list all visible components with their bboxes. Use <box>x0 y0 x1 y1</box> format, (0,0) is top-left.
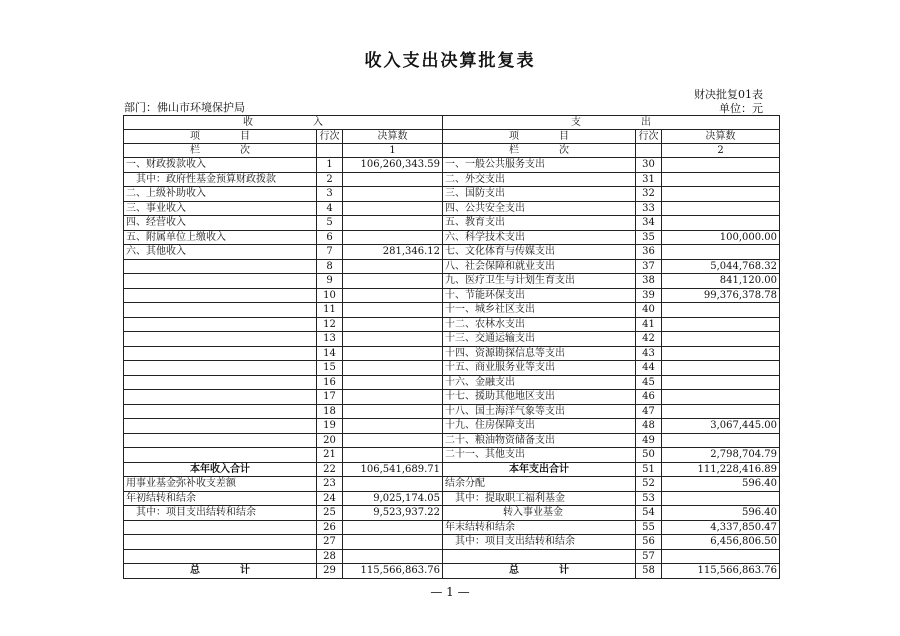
expense-amount-cell: 99,376,378.78 <box>662 288 780 303</box>
income-item-cell <box>124 361 317 376</box>
expense-line-cell: 48 <box>636 419 662 434</box>
table-row <box>124 462 780 477</box>
table-row <box>124 230 780 245</box>
income-amount-cell <box>343 477 443 492</box>
expense-amount-cell <box>662 433 780 448</box>
income-line-cell: 22 <box>317 462 343 477</box>
header-row-columns <box>124 130 780 144</box>
income-amount-cell <box>343 549 443 564</box>
table-row <box>124 506 780 521</box>
expense-line-cell: 33 <box>636 201 662 216</box>
expense-amount-cell <box>662 390 780 405</box>
income-amount-cell <box>343 201 443 216</box>
income-item-cell <box>124 535 317 550</box>
expense-item-cell: 十九、住房保障支出 <box>443 419 636 434</box>
income-item-cell <box>124 259 317 274</box>
income-line-cell: 26 <box>317 520 343 535</box>
table-row <box>124 245 780 260</box>
expense-amount-cell <box>662 346 780 361</box>
income-item-cell <box>124 448 317 463</box>
page-title: 收入支出决算批复表 <box>364 51 536 71</box>
income-line-cell: 24 <box>317 491 343 506</box>
income-item-cell <box>124 404 317 419</box>
expense-item-cell: 其中：提取职工福利基金 <box>443 491 636 506</box>
table-row <box>124 187 780 202</box>
table-row <box>124 158 780 173</box>
income-item-cell: 用事业基金弥补收支差额 <box>124 477 317 492</box>
expense-item-cell: 二、外交支出 <box>443 172 636 187</box>
income-amount-cell <box>343 520 443 535</box>
income-line-cell: 9 <box>317 274 343 289</box>
expense-amount-cell: 5,044,768.32 <box>662 259 780 274</box>
expense-item-cell: 一、一般公共服务支出 <box>443 158 636 173</box>
income-item-cell <box>124 375 317 390</box>
table-row <box>124 564 780 579</box>
table-row <box>124 535 780 550</box>
income-item-cell <box>124 346 317 361</box>
income-line-cell: 16 <box>317 375 343 390</box>
income-line-cell: 1 <box>317 158 343 173</box>
expense-amount-cell <box>662 549 780 564</box>
expense-line-cell: 52 <box>636 477 662 492</box>
expense-item-cell: 九、医疗卫生与计划生育支出 <box>443 274 636 289</box>
expense-amount-cell: 2,798,704.79 <box>662 448 780 463</box>
income-line-cell: 28 <box>317 549 343 564</box>
income-line-cell: 21 <box>317 448 343 463</box>
expense-amount-cell: 596.40 <box>662 506 780 521</box>
expense-amount-cell <box>662 303 780 318</box>
expense-item-cell: 十四、资源勘探信息等支出 <box>443 346 636 361</box>
expense-line-cell: 30 <box>636 158 662 173</box>
table-row <box>124 317 780 332</box>
table-row <box>124 172 780 187</box>
income-amount-cell: 106,541,689.71 <box>343 462 443 477</box>
budget-table <box>123 115 780 579</box>
table-row <box>124 433 780 448</box>
expense-amount-cell: 115,566,863.76 <box>662 564 780 579</box>
expense-amount-cell: 111,228,416.89 <box>662 462 780 477</box>
income-amount-cell: 115,566,863.76 <box>343 564 443 579</box>
income-amount-cell <box>343 172 443 187</box>
expense-line-header: 行次 <box>636 130 662 144</box>
income-amount-cell <box>343 303 443 318</box>
expense-item-cell: 总 计 <box>443 564 636 579</box>
income-amount-cell: 281,346.12 <box>343 245 443 260</box>
income-amount-header: 决算数 <box>343 130 443 144</box>
expense-item-cell: 十五、商业服务业等支出 <box>443 361 636 376</box>
expense-amount-cell: 3,067,445.00 <box>662 419 780 434</box>
income-item-cell: 二、上级补助收入 <box>124 187 317 202</box>
expense-item-cell: 十七、援助其他地区支出 <box>443 390 636 405</box>
income-amount-cell <box>343 216 443 231</box>
expense-item-cell: 五、教育支出 <box>443 216 636 231</box>
income-amount-cell: 9,025,174.05 <box>343 491 443 506</box>
expense-line-cell: 42 <box>636 332 662 347</box>
expense-item-cell <box>443 549 636 564</box>
table-row <box>124 201 780 216</box>
expense-amount-cell <box>662 187 780 202</box>
unit-label: 单位：元 <box>719 102 763 115</box>
header-row-section <box>124 116 780 130</box>
expense-amount-header: 决算数 <box>662 130 780 144</box>
expense-amount-cell <box>662 491 780 506</box>
income-line-cell: 4 <box>317 201 343 216</box>
income-line-cell: 17 <box>317 390 343 405</box>
expense-line-cell: 44 <box>636 361 662 376</box>
income-item-cell: 一、财政拨款收入 <box>124 158 317 173</box>
income-line-cell: 10 <box>317 288 343 303</box>
income-item-cell <box>124 433 317 448</box>
expense-item-cell: 十、节能环保支出 <box>443 288 636 303</box>
expense-item-cell: 其中：项目支出结转和结余 <box>443 535 636 550</box>
table-row <box>124 477 780 492</box>
expense-item-cell: 七、文化体育与传媒支出 <box>443 245 636 260</box>
table-row <box>124 491 780 506</box>
income-amount-cell <box>343 332 443 347</box>
income-line-cell: 20 <box>317 433 343 448</box>
header-row-colnums <box>124 144 780 158</box>
form-number: 财决批复01表 <box>694 88 763 101</box>
expense-line-cell: 51 <box>636 462 662 477</box>
expense-item-header: 项 目 <box>443 130 636 144</box>
income-line-cell: 15 <box>317 361 343 376</box>
income-item-cell: 其中：项目支出结转和结余 <box>124 506 317 521</box>
expense-line-cell: 31 <box>636 172 662 187</box>
expense-item-cell: 年末结转和结余 <box>443 520 636 535</box>
income-line-cell: 3 <box>317 187 343 202</box>
table-row <box>124 375 780 390</box>
income-item-cell: 年初结转和结余 <box>124 491 317 506</box>
expense-item-cell: 十三、交通运输支出 <box>443 332 636 347</box>
income-item-cell: 本年收入合计 <box>124 462 317 477</box>
expense-amount-cell <box>662 245 780 260</box>
table-row <box>124 390 780 405</box>
income-amount-cell <box>343 433 443 448</box>
income-item-cell: 六、其他收入 <box>124 245 317 260</box>
expense-line-cell: 39 <box>636 288 662 303</box>
expense-item-cell: 六、科学技术支出 <box>443 230 636 245</box>
income-line-cell: 8 <box>317 259 343 274</box>
expense-line-cell: 49 <box>636 433 662 448</box>
expense-line-cell: 35 <box>636 230 662 245</box>
table-row <box>124 346 780 361</box>
expense-amount-cell <box>662 317 780 332</box>
income-item-cell <box>124 419 317 434</box>
expense-line-cell: 38 <box>636 274 662 289</box>
income-line-cell: 6 <box>317 230 343 245</box>
expense-col-label: 栏 次 <box>443 144 636 158</box>
expense-amount-cell <box>662 201 780 216</box>
income-amount-cell <box>343 361 443 376</box>
income-line-cell: 11 <box>317 303 343 318</box>
income-amount-cell: 106,260,343.59 <box>343 158 443 173</box>
income-line-header: 行次 <box>317 130 343 144</box>
expense-col-blank <box>636 144 662 158</box>
expense-line-cell: 46 <box>636 390 662 405</box>
income-amount-cell <box>343 535 443 550</box>
income-amount-cell <box>343 346 443 361</box>
expense-line-cell: 55 <box>636 520 662 535</box>
income-line-cell: 19 <box>317 419 343 434</box>
income-col-number: 1 <box>343 144 443 158</box>
income-amount-cell <box>343 375 443 390</box>
expense-line-cell: 58 <box>636 564 662 579</box>
income-amount-cell <box>343 288 443 303</box>
expense-line-cell: 53 <box>636 491 662 506</box>
expense-line-cell: 41 <box>636 317 662 332</box>
income-amount-cell <box>343 274 443 289</box>
income-amount-cell <box>343 259 443 274</box>
income-line-cell: 5 <box>317 216 343 231</box>
expense-amount-cell <box>662 172 780 187</box>
table-row <box>124 288 780 303</box>
expense-item-cell: 本年支出合计 <box>443 462 636 477</box>
income-line-cell: 7 <box>317 245 343 260</box>
income-amount-cell <box>343 390 443 405</box>
expense-col-number: 2 <box>662 144 780 158</box>
income-line-cell: 12 <box>317 317 343 332</box>
expense-amount-cell <box>662 158 780 173</box>
expense-line-cell: 47 <box>636 404 662 419</box>
expense-amount-cell <box>662 375 780 390</box>
expense-line-cell: 37 <box>636 259 662 274</box>
table-row <box>124 419 780 434</box>
income-amount-cell <box>343 230 443 245</box>
income-item-cell: 其中：政府性基金预算财政拨款 <box>124 172 317 187</box>
expense-amount-cell: 6,456,806.50 <box>662 535 780 550</box>
expense-line-cell: 57 <box>636 549 662 564</box>
income-item-cell <box>124 332 317 347</box>
income-amount-cell <box>343 419 443 434</box>
income-amount-cell: 9,523,937.22 <box>343 506 443 521</box>
table-row <box>124 274 780 289</box>
expense-item-cell: 十八、国土海洋气象等支出 <box>443 404 636 419</box>
income-item-cell <box>124 390 317 405</box>
expense-line-cell: 32 <box>636 187 662 202</box>
table-row <box>124 404 780 419</box>
expense-line-cell: 50 <box>636 448 662 463</box>
table-row <box>124 303 780 318</box>
table-row <box>124 259 780 274</box>
income-header: 收 入 <box>124 116 443 130</box>
expense-item-cell: 四、公共安全支出 <box>443 201 636 216</box>
expense-line-cell: 43 <box>636 346 662 361</box>
income-item-cell: 五、附属单位上缴收入 <box>124 230 317 245</box>
income-line-cell: 29 <box>317 564 343 579</box>
income-item-cell <box>124 288 317 303</box>
income-line-cell: 18 <box>317 404 343 419</box>
income-amount-cell <box>343 187 443 202</box>
income-amount-cell <box>343 317 443 332</box>
income-line-cell: 13 <box>317 332 343 347</box>
table-row <box>124 332 780 347</box>
expense-item-cell: 十二、农林水支出 <box>443 317 636 332</box>
expense-item-cell: 十一、城乡社区支出 <box>443 303 636 318</box>
expense-amount-cell: 841,120.00 <box>662 274 780 289</box>
expense-amount-cell <box>662 361 780 376</box>
expense-line-cell: 36 <box>636 245 662 260</box>
expense-amount-cell <box>662 332 780 347</box>
department-label: 部门：佛山市环境保护局 <box>124 101 245 114</box>
income-item-cell: 总 计 <box>124 564 317 579</box>
income-item-cell <box>124 274 317 289</box>
income-item-cell <box>124 520 317 535</box>
income-line-cell: 23 <box>317 477 343 492</box>
income-line-cell: 14 <box>317 346 343 361</box>
income-col-label: 栏 次 <box>124 144 317 158</box>
expense-header: 支 出 <box>443 116 780 130</box>
income-amount-cell <box>343 404 443 419</box>
expense-line-cell: 45 <box>636 375 662 390</box>
income-item-cell <box>124 303 317 318</box>
table-row <box>124 448 780 463</box>
income-item-header: 项 目 <box>124 130 317 144</box>
expense-item-cell: 转入事业基金 <box>443 506 636 521</box>
table-row <box>124 216 780 231</box>
expense-amount-cell: 100,000.00 <box>662 230 780 245</box>
expense-amount-cell <box>662 216 780 231</box>
income-line-cell: 2 <box>317 172 343 187</box>
income-item-cell: 四、经营收入 <box>124 216 317 231</box>
income-item-cell <box>124 549 317 564</box>
table-row <box>124 361 780 376</box>
expense-amount-cell: 596.40 <box>662 477 780 492</box>
expense-item-cell: 十六、金融支出 <box>443 375 636 390</box>
expense-amount-cell <box>662 404 780 419</box>
table-row <box>124 549 780 564</box>
expense-item-cell: 二十一、其他支出 <box>443 448 636 463</box>
income-item-cell: 三、事业收入 <box>124 201 317 216</box>
expense-line-cell: 34 <box>636 216 662 231</box>
income-line-cell: 27 <box>317 535 343 550</box>
income-amount-cell <box>343 448 443 463</box>
income-col-blank <box>317 144 343 158</box>
expense-item-cell: 二十、粮油物资储备支出 <box>443 433 636 448</box>
page-number: — 1 — <box>430 585 470 599</box>
income-line-cell: 25 <box>317 506 343 521</box>
table-row <box>124 520 780 535</box>
expense-line-cell: 40 <box>636 303 662 318</box>
expense-item-cell: 结余分配 <box>443 477 636 492</box>
expense-line-cell: 56 <box>636 535 662 550</box>
income-item-cell <box>124 317 317 332</box>
expense-item-cell: 三、国防支出 <box>443 187 636 202</box>
expense-item-cell: 八、社会保障和就业支出 <box>443 259 636 274</box>
expense-amount-cell: 4,337,850.47 <box>662 520 780 535</box>
expense-line-cell: 54 <box>636 506 662 521</box>
